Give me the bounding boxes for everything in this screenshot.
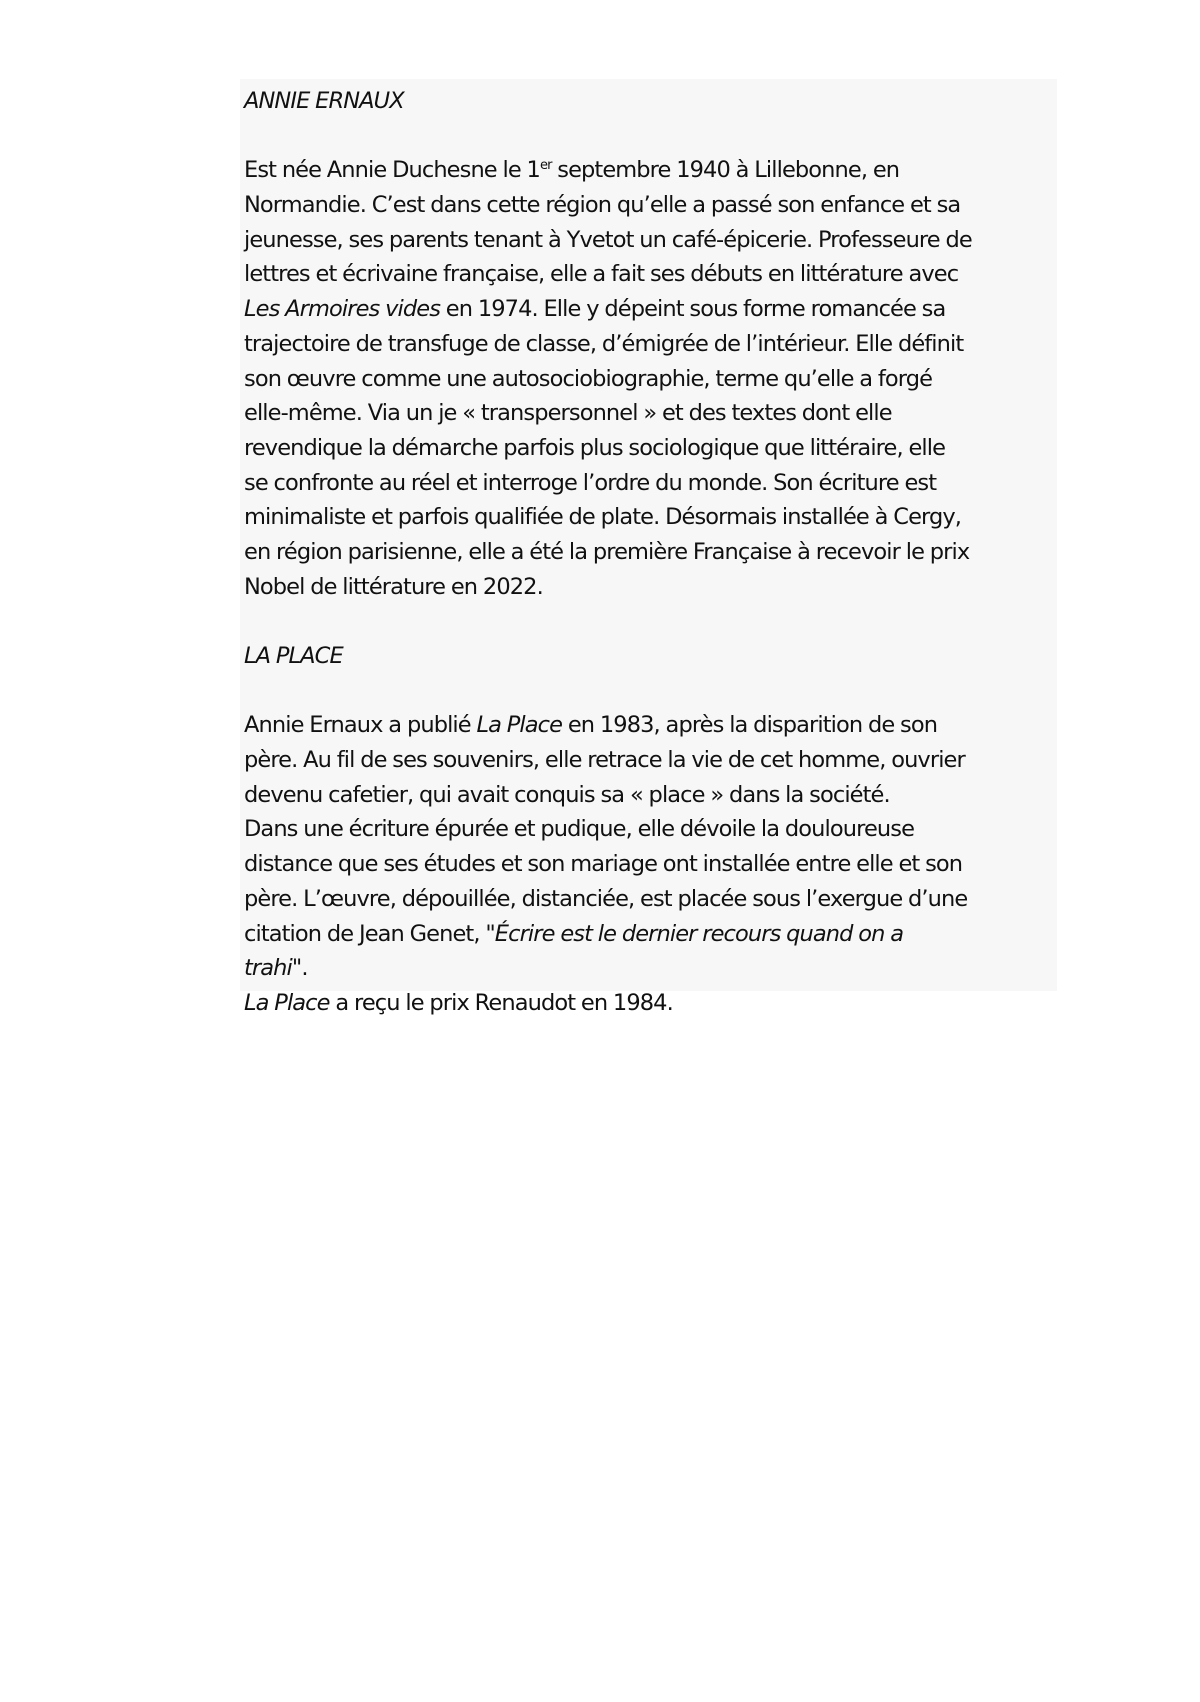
- book-summary: [244, 708, 1059, 1020]
- spacer: [244, 674, 1059, 709]
- summary-line: père. Au fil de ses souvenirs, elle retrace la vie de cet homme, ouvrier: [244, 747, 965, 774]
- bio-text: en 1974. Elle y dépeint sous forme romancée sa: [440, 296, 946, 323]
- summary-text: en 1983, après la disparition de son: [562, 712, 938, 739]
- summary-text: citation de Jean Genet, ": [244, 920, 495, 947]
- summary-line: [244, 708, 1059, 743]
- bio-line: trajectoire de transfuge de classe, d’émigrée de l’intérieur. Elle définit: [244, 330, 964, 357]
- summary-line: [244, 986, 1059, 1021]
- bio-line: [244, 153, 1059, 188]
- bio-line: minimaliste et parfois qualifiée de plate. Désormais installée à Cergy,: [244, 504, 962, 531]
- document-body: [244, 84, 1059, 1021]
- author-biography: [244, 153, 1059, 604]
- summary-line: [244, 917, 1059, 952]
- bio-line: Normandie. C’est dans cette région qu’elle a passé son enfance et sa: [244, 192, 961, 219]
- summary-line: Dans une écriture épurée et pudique, elle dévoile la douloureuse: [244, 816, 915, 843]
- ordinal-superscript: er: [539, 158, 552, 174]
- book-title: Les Armoires vides: [244, 296, 441, 323]
- summary-line: distance que ses études et son mariage ont installée entre elle et son: [244, 851, 963, 878]
- bio-line: [244, 292, 1059, 327]
- author-heading: ANNIE ERNAUX: [244, 88, 404, 114]
- bio-line: jeunesse, ses parents tenant à Yvetot un café-épicerie. Professeure de: [244, 226, 972, 253]
- spacer: [244, 604, 1059, 639]
- summary-line: père. L’œuvre, dépouillée, distanciée, est placée sous l’exergue d’une: [244, 885, 968, 912]
- summary-text: a reçu le prix Renaudot en 1984.: [329, 989, 673, 1016]
- genet-quote: Écrire est le dernier recours quand on a: [494, 920, 904, 947]
- bio-line: lettres et écrivaine française, elle a fait ses débuts en littérature avec: [244, 261, 959, 288]
- bio-line: revendique la démarche parfois plus sociologique que littéraire, elle: [244, 434, 946, 461]
- bio-line: Nobel de littérature en 2022.: [244, 573, 543, 600]
- summary-text: ".: [291, 955, 308, 982]
- summary-text: Annie Ernaux a publié: [244, 712, 477, 739]
- bio-line: son œuvre comme une autosociobiographie, terme qu’elle a forgé: [244, 365, 933, 392]
- bio-line: en région parisienne, elle a été la première Française à recevoir le prix: [244, 538, 970, 565]
- bio-text: Est née Annie Duchesne le 1: [244, 157, 540, 184]
- bio-text: septembre 1940 à Lillebonne, en: [551, 157, 900, 184]
- bio-line: elle-même. Via un je « transpersonnel » et des textes dont elle: [244, 400, 892, 427]
- genet-quote: trahi: [244, 955, 292, 982]
- spacer: [244, 119, 1059, 154]
- book-heading: LA PLACE: [244, 643, 343, 669]
- book-title: La Place: [244, 989, 330, 1016]
- summary-line: devenu cafetier, qui avait conquis sa « place » dans la société.: [244, 781, 890, 808]
- bio-line: se confronte au réel et interroge l’ordre du monde. Son écriture est: [244, 469, 937, 496]
- summary-line: [244, 951, 1059, 986]
- book-title: La Place: [476, 712, 563, 739]
